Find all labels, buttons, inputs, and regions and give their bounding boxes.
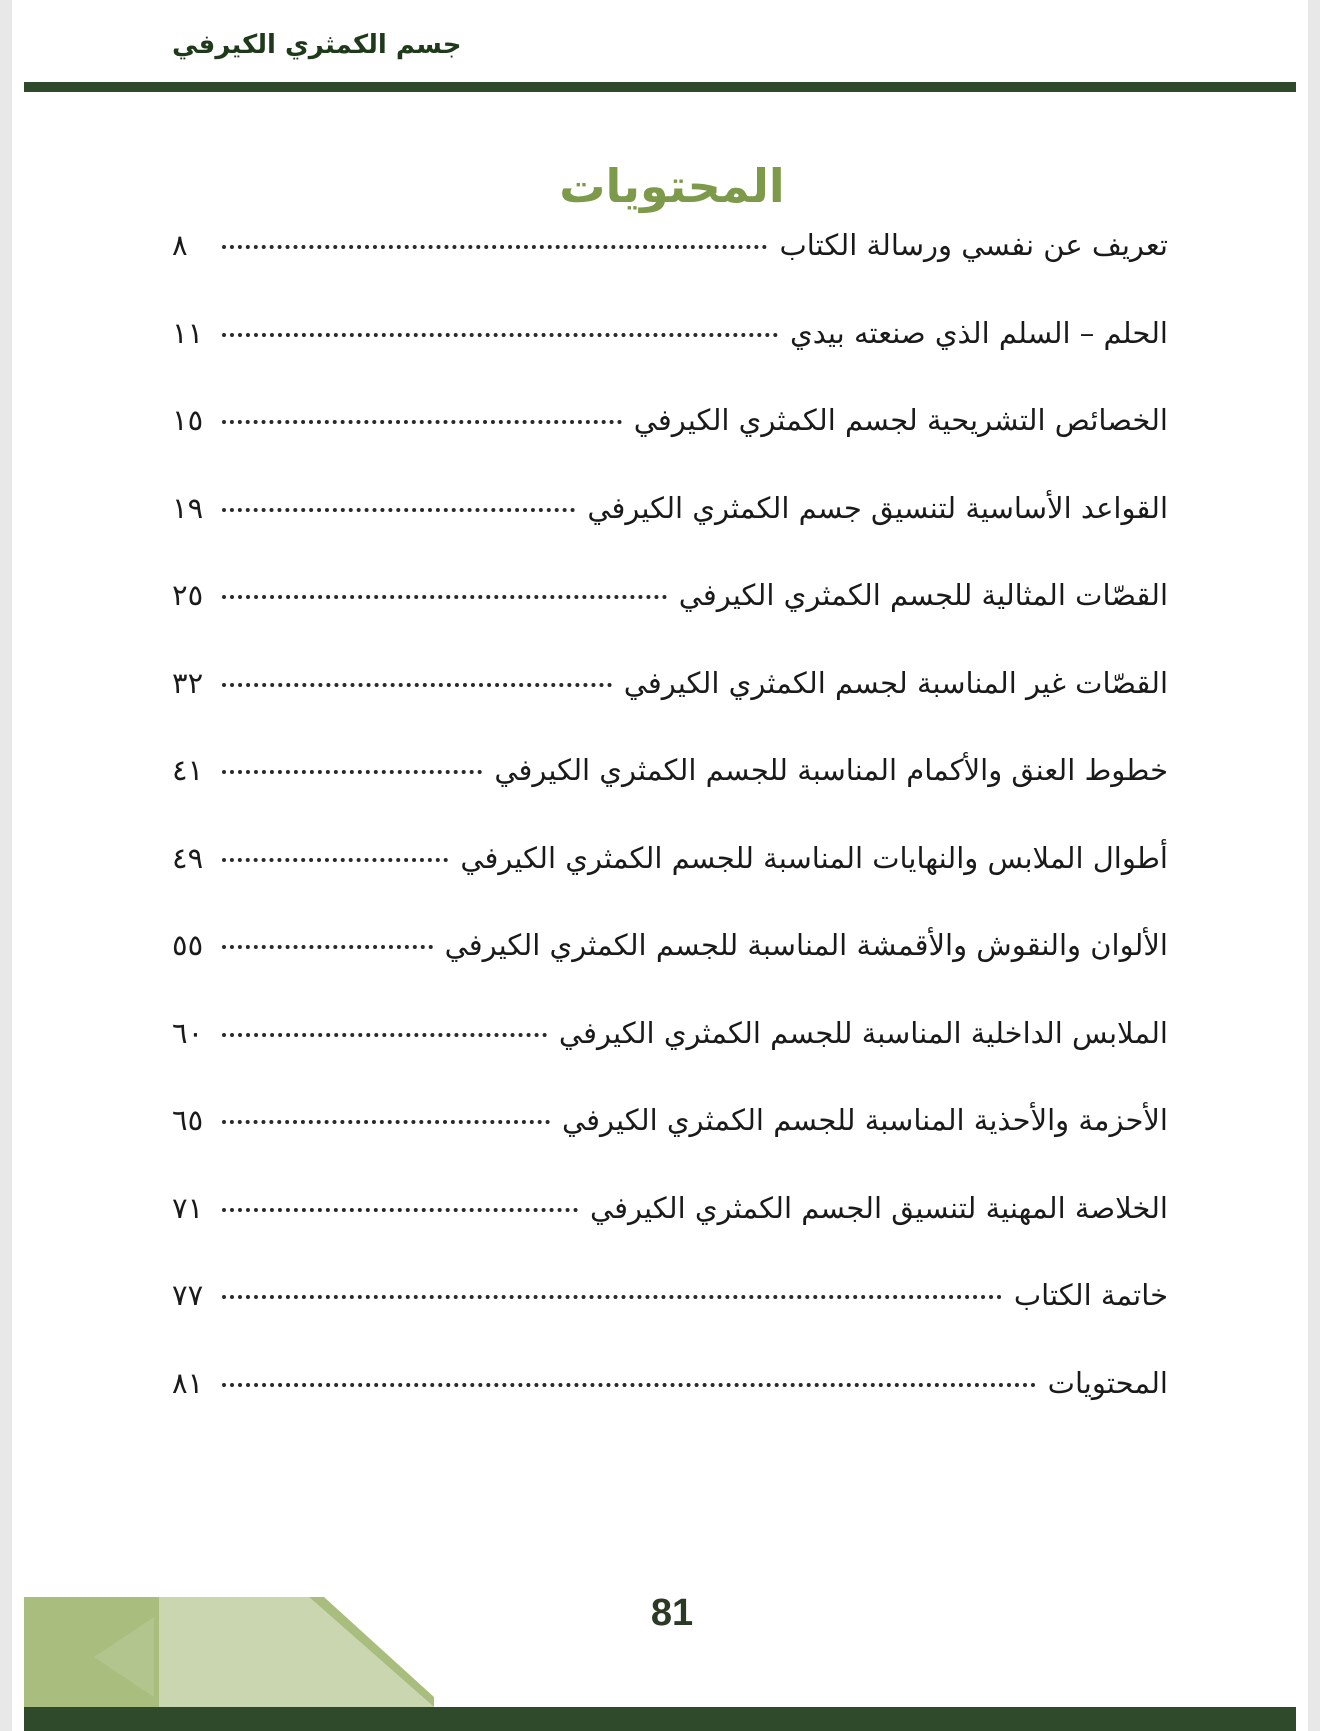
toc-leader-dots — [222, 858, 448, 862]
toc-entry[interactable] — [172, 1103, 1168, 1191]
toc-entry-title: خاتمة الكتاب — [1013, 1278, 1168, 1312]
toc-entry[interactable] — [172, 928, 1168, 1016]
toc-entry-title: القصّات غير المناسبة لجسم الكمثري الكيرفي — [623, 665, 1168, 700]
toc-entry-page: ٤٩ — [172, 840, 204, 875]
toc-entry-page: ٧٧ — [172, 1278, 204, 1312]
page-title: المحتويات — [559, 158, 785, 213]
toc-entry[interactable] — [172, 1191, 1168, 1279]
toc-leader-dots — [222, 1383, 1036, 1387]
toc-entry-page: ٦٠ — [172, 1015, 204, 1050]
toc-entry-title: الملابس الداخلية المناسبة للجسم الكمثري الكيرفي — [558, 1015, 1168, 1050]
toc-entry-page: ٤١ — [172, 753, 204, 787]
toc-entry[interactable] — [172, 228, 1168, 316]
toc-entry-title: الألوان والنقوش والأقمشة المناسبة للجسم الكمثري الكيرفي — [444, 928, 1168, 962]
toc-entry-page: ١٥ — [172, 403, 204, 437]
toc-entry[interactable] — [172, 316, 1168, 404]
toc-entry-page: ٨ — [172, 228, 188, 262]
toc-entry-page: ٧١ — [172, 1190, 204, 1225]
footer-rule — [24, 1707, 1296, 1731]
toc-entry-title: الخلاصة المهنية لتنسيق الجسم الكمثري الكيرفي — [589, 1190, 1168, 1225]
toc-leader-dots — [222, 770, 482, 774]
toc-leader-dots — [222, 1033, 547, 1037]
toc-entry-title: الأحزمة والأحذية المناسبة للجسم الكمثري الكيرفي — [561, 1103, 1168, 1137]
toc-entry-title: أطوال الملابس والنهايات المناسبة للجسم الكمثري الكيرفي — [460, 840, 1168, 875]
toc-leader-dots — [222, 595, 667, 599]
toc-leader-dots — [222, 508, 575, 512]
toc-entry-title: تعريف عن نفسي ورسالة الكتاب — [779, 228, 1168, 262]
toc-entry-title: القصّات المثالية للجسم الكمثري الكيرفي — [678, 578, 1168, 612]
toc-entry-page: ٣٢ — [172, 665, 204, 700]
toc-entry[interactable] — [172, 841, 1168, 929]
toc-entry-title: الخصائص التشريحية لجسم الكمثري الكيرفي — [633, 403, 1168, 437]
toc-entry[interactable] — [172, 1278, 1168, 1366]
toc-entry[interactable] — [172, 1016, 1168, 1104]
toc-entry[interactable] — [172, 666, 1168, 754]
toc-leader-dots — [222, 945, 433, 949]
toc-entry-title: المحتويات — [1047, 1365, 1168, 1400]
toc-entry[interactable] — [172, 403, 1168, 491]
page-number: 81 — [650, 1592, 694, 1634]
header-rule — [24, 82, 1296, 92]
toc-leader-dots — [222, 245, 767, 249]
toc-entry[interactable] — [172, 491, 1168, 579]
toc-entry-page: ٦٥ — [172, 1103, 204, 1137]
toc-leader-dots — [222, 683, 612, 687]
toc-leader-dots — [222, 1295, 1002, 1299]
toc-entry[interactable] — [172, 753, 1168, 841]
toc-entry-page: ١٩ — [172, 490, 204, 525]
toc-list — [172, 228, 1168, 1453]
toc-entry[interactable] — [172, 1366, 1168, 1454]
toc-entry[interactable] — [172, 578, 1168, 666]
toc-leader-dots — [222, 1120, 550, 1124]
toc-leader-dots — [222, 333, 778, 337]
toc-entry-page: ١١ — [172, 315, 204, 350]
toc-entry-title: خطوط العنق والأكمام المناسبة للجسم الكمثري الكيرفي — [494, 753, 1168, 787]
toc-leader-dots — [222, 1208, 578, 1212]
toc-entry-title: القواعد الأساسية لتنسيق جسم الكمثري الكيرفي — [587, 490, 1168, 525]
running-head: جسم الكمثري الكيرفي — [172, 30, 462, 60]
toc-entry-page: ٢٥ — [172, 578, 204, 612]
toc-entry-title: الحلم – السلم الذي صنعته بيدي — [790, 315, 1168, 350]
toc-leader-dots — [222, 420, 622, 424]
toc-entry-page: ٨١ — [172, 1365, 204, 1400]
toc-entry-page: ٥٥ — [172, 928, 204, 962]
